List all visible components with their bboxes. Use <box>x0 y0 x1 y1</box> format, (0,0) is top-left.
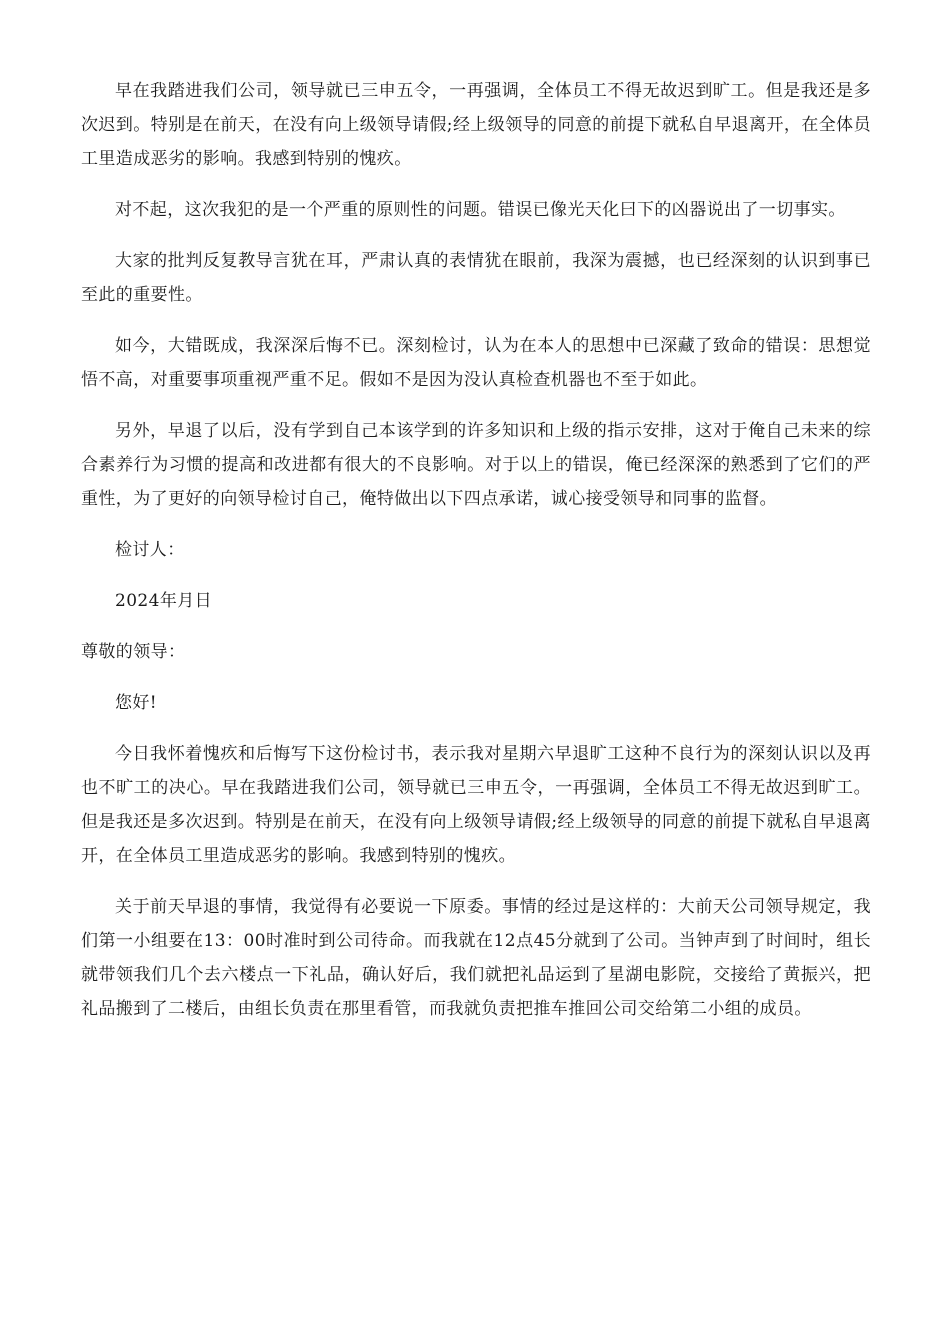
paragraph-6: 今日我怀着愧疚和后悔写下这份检讨书，表示我对星期六早退旷工这种不良行为的深刻认识以及再也不旷工的决心。早在我踏进我们公司，领导就已三申五令，一再强调，全体员工不得无故迟到旷工。但是我还是多次迟到。特别是在前天，在没有向上级领导请假;经上级领导的同意的前提下就私自早退离开，在全体员工里造成恶劣的影响。我感到特别的愧疚。 <box>81 744 871 866</box>
date-line: 2024年月日 <box>115 591 213 611</box>
paragraph-1: 早在我踏进我们公司，领导就已三申五令，一再强调，全体员工不得无故迟到旷工。但是我还是多次迟到。特别是在前天，在没有向上级领导请假;经上级领导的同意的前提下就私自早退离开，在全体员工里造成恶劣的影响。我感到特别的愧疚。 <box>81 81 871 169</box>
paragraph-2: 对不起，这次我犯的是一个严重的原则性的问题。错误已像光天化曰下的凶器说出了一切事实。 <box>115 200 846 220</box>
salutation: 尊敬的领导： <box>81 642 186 662</box>
paragraph-7: 关于前天早退的事情，我觉得有必要说一下原委。事情的经过是这样的：大前天公司领导规定，我们第一小组要在13：00时准时到公司待命。而我就在12点45分就到了公司。当钟声到了时间时，组长就带领我们几个去六楼点一下礼品，确认好后，我们就把礼品运到了星湖电影院，交接给了黄振兴，把礼品搬到了二楼后，由组长负责在那里看管，而我就负责把推车推回公司交给第二小组的成员。 <box>81 897 871 1019</box>
greeting: 您好! <box>115 693 158 713</box>
paragraph-5: 另外，早退了以后，没有学到自己本该学到的许多知识和上级的指示安排，这对于俺自己未来的综合素养行为习惯的提高和改进都有很大的不良影响。对于以上的错误，俺已经深深的熟悉到了它们的严重性，为了更好的向领导检讨自己，俺特做出以下四点承诺，诚心接受领导和同事的监督。 <box>81 421 871 509</box>
signer-label: 检讨人： <box>115 540 185 560</box>
document-page <box>81 74 871 1043</box>
paragraph-4: 如今，大错既成，我深深后悔不已。深刻检讨，认为在本人的思想中已深藏了致命的错误：思想觉悟不高，对重要事项重视严重不足。假如不是因为没认真检查机器也不至于如此。 <box>81 336 871 390</box>
paragraph-3: 大家的批判反复教导言犹在耳，严肃认真的表情犹在眼前，我深为震撼，也已经深刻的认识到事已至此的重要性。 <box>81 251 871 305</box>
